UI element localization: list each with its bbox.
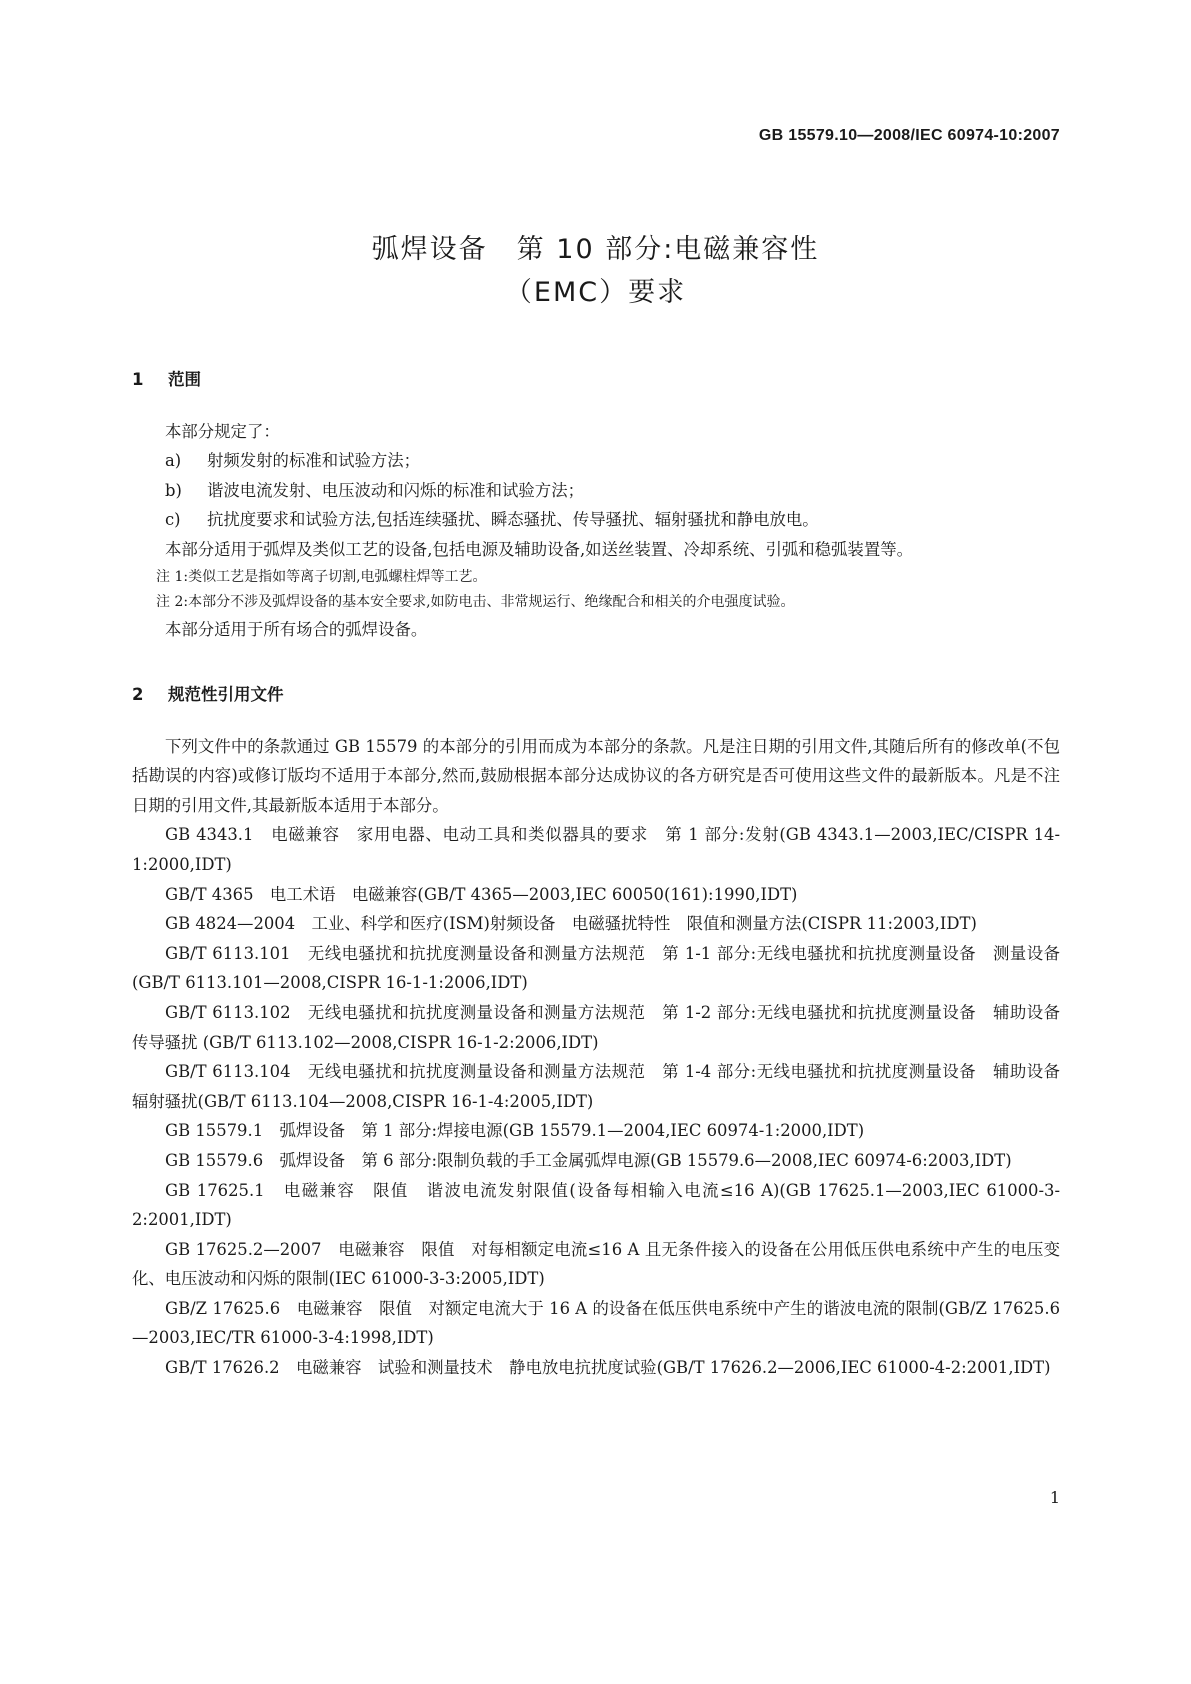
note: 注 1:类似工艺是指如等离子切割,电弧螺柱焊等工艺。: [156, 568, 487, 585]
reference-entry: GB 17625.2—2007 电磁兼容 限值 对每相额定电流≤16 A 且无条件接入的设备在公用低压供电系统中产生的电压变化、电压波动和闪烁的限制(IEC 61000-3-3:2005,IDT): [132, 1239, 1060, 1289]
reference-entry: GB/T 6113.102 无线电骚扰和抗扰度测量设备和测量方法规范 第 1-2 部分:无线电骚扰和抗扰度测量设备 辅助设备 传导骚扰 (GB/T 6113.102—2008,CISPR 16-1-2:2006,IDT): [132, 1002, 1077, 1052]
reference-entry: GB 4824—2004 工业、科学和医疗(ISM)射频设备 电磁骚扰特性 限值和测量方法(CISPR 11:2003,IDT): [165, 914, 977, 934]
section-number: 1: [132, 370, 144, 389]
paragraph: 本部分适用于所有场合的弧焊设备。: [165, 619, 428, 639]
section-scope: [132, 365, 1060, 644]
reference-entry: GB/T 4365 电工术语 电磁兼容(GB/T 4365—2003,IEC 60050(161):1990,IDT): [165, 884, 798, 904]
section-heading: [132, 680, 1060, 710]
section-heading: [132, 365, 1060, 395]
section-title: 规范性引用文件: [168, 685, 284, 704]
section-title: 范围: [168, 370, 201, 389]
reference-entry: GB/Z 17625.6 电磁兼容 限值 对额定电流大于 16 A 的设备在低压供电系统中产生的谐波电流的限制(GB/Z 17625.6—2003,IEC/TR 61000-3-4:1998,IDT): [132, 1298, 1060, 1348]
reference-entry: GB/T 6113.101 无线电骚扰和抗扰度测量设备和测量方法规范 第 1-1 部分:无线电骚扰和抗扰度测量设备 测量设备(GB/T 6113.101—2008,CISPR 16-1-1:2006,IDT): [132, 943, 1060, 993]
standard-number: GB 15579.10—2008/IEC 60974-10:2007: [758, 127, 1060, 144]
list-item: [132, 476, 1060, 506]
list-item-text: 抗扰度要求和试验方法,包括连续骚扰、瞬态骚扰、传导骚扰、辐射骚扰和静电放电。: [207, 510, 819, 530]
paragraph: 本部分适用于弧焊及类似工艺的设备,包括电源及辅助设备,如送丝装置、冷却系统、引弧和稳弧装置等。: [165, 539, 913, 559]
section-number: 2: [132, 685, 144, 704]
reference-entry: GB 4343.1 电磁兼容 家用电器、电动工具和类似器具的要求 第 1 部分:发射(GB 4343.1—2003,IEC/CISPR 14-1:2000,IDT): [132, 825, 1060, 874]
title-line-1: 弧焊设备 第 10 部分:电磁兼容性: [371, 234, 820, 265]
reference-entry: GB/T 17626.2 电磁兼容 试验和测量技术 静电放电抗扰度试验(GB/T 17626.2—2006,IEC 61000-4-2:2001,IDT): [165, 1358, 1051, 1378]
section-normative-references: [132, 680, 1077, 1383]
list-item-text: 射频发射的标准和试验方法；: [207, 451, 421, 471]
document-title: [0, 228, 1191, 314]
list-item-text: 谐波电流发射、电压波动和闪烁的标准和试验方法；: [207, 480, 584, 500]
paragraph: 本部分规定了：: [165, 421, 280, 441]
title-line-2: （EMC）要求: [504, 277, 687, 308]
reference-entry: GB 15579.1 弧焊设备 第 1 部分:焊接电源(GB 15579.1—2004,IEC 60974-1:2000,IDT): [165, 1121, 865, 1141]
reference-entry: GB/T 6113.104 无线电骚扰和抗扰度测量设备和测量方法规范 第 1-4 部分:无线电骚扰和抗扰度测量设备 辅助设备 辐射骚扰(GB/T 6113.104—2008,CISPR 16-1-4:2005,IDT): [132, 1062, 1077, 1111]
list-marker: a): [165, 451, 182, 471]
list-marker: b): [165, 480, 182, 500]
list-item: [132, 505, 1060, 535]
reference-entry: GB 15579.6 弧焊设备 第 6 部分:限制负载的手工金属弧焊电源(GB 15579.6—2008,IEC 60974-6:2003,IDT): [165, 1150, 1012, 1170]
page-number: 1: [1049, 1488, 1060, 1507]
paragraph: 下列文件中的条款通过 GB 15579 的本部分的引用而成为本部分的条款。凡是注日期的引用文件,其随后所有的修改单(不包括勘误的内容)或修订版均不适用于本部分,然而,鼓励根据本部分达成协议的各方研究是否可使用这些文件的最新版本。凡是不注日期的引用文件,其最新版本适用于本部分。: [132, 736, 1060, 815]
reference-entry: GB 17625.1 电磁兼容 限值 谐波电流发射限值(设备每相输入电流≤16 A)(GB 17625.1—2003,IEC 61000-3-2:2001,IDT): [132, 1180, 1060, 1230]
list-item: [132, 446, 1060, 476]
note: 注 2:本部分不涉及弧焊设备的基本安全要求,如防电击、非常规运行、绝缘配合和相关的介电强度试验。: [156, 593, 795, 610]
list-marker: c): [165, 510, 181, 530]
